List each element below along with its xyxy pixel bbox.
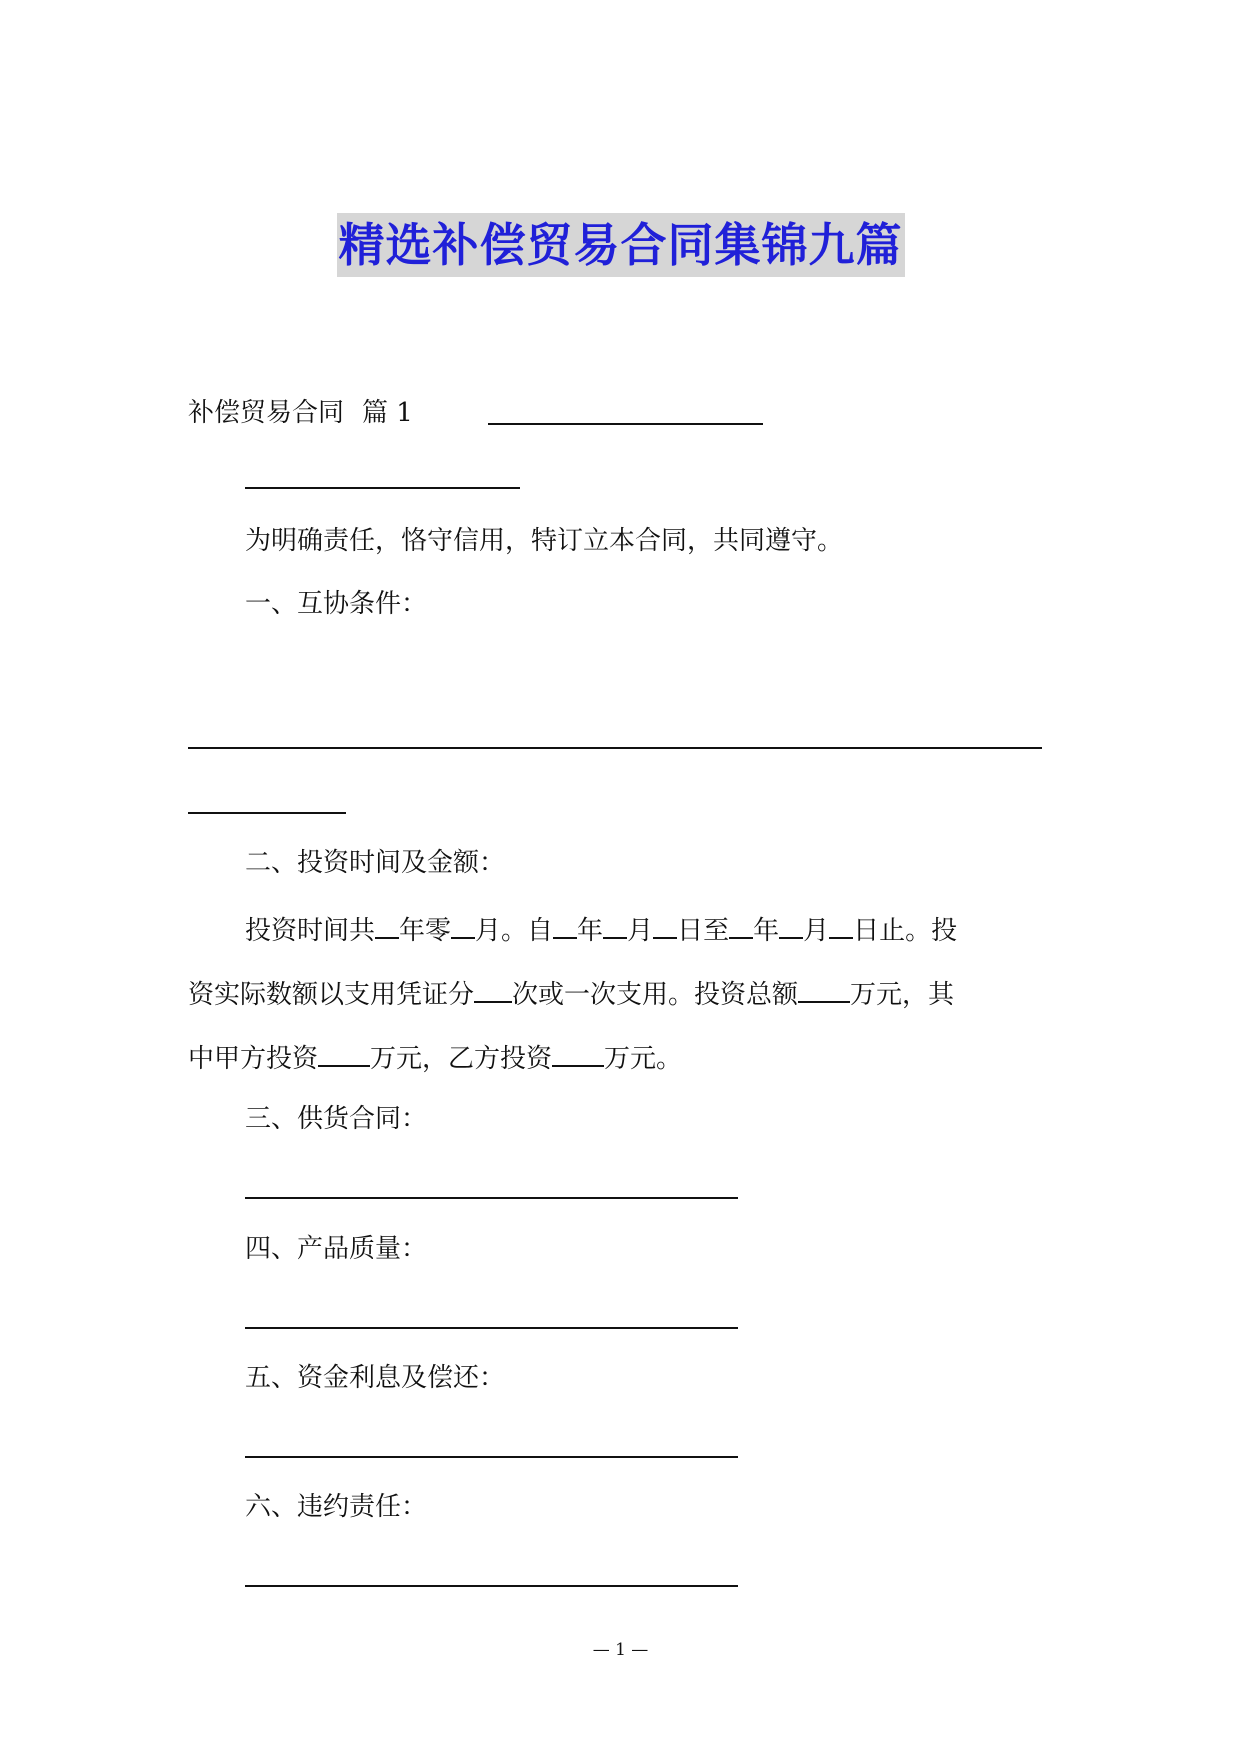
blank-line (245, 1327, 738, 1329)
section-heading: 四、产品质量： (245, 1234, 428, 1264)
heading-label: 补偿贸易合同 (188, 398, 345, 428)
section-heading: 三、供货合同： (245, 1104, 428, 1134)
blank-line (488, 423, 763, 425)
text-run: 万元，乙方投资 (370, 1044, 553, 1074)
contract-heading (188, 393, 413, 433)
text-run: 月 (803, 916, 830, 946)
text-run: 万元。 (604, 1044, 683, 1074)
fill-blank (729, 907, 753, 939)
blank-line (245, 1456, 738, 1458)
document-title: 精选补偿贸易合同集锦九篇 (337, 213, 905, 277)
text-run: 月。自 (475, 916, 554, 946)
text-run: 年零 (399, 916, 452, 946)
section-heading: 五、资金利息及偿还： (245, 1363, 506, 1393)
section-heading: 一、互协条件： (245, 589, 428, 619)
section-heading: 六、违约责任： (245, 1492, 428, 1522)
fill-blank (829, 907, 853, 939)
text-run: 次或一次支用。投资总额 (512, 980, 799, 1010)
page-number: — 1 — (592, 1640, 649, 1660)
text-run: 资实际数额以支用凭证分 (188, 980, 475, 1010)
fill-blank (553, 907, 577, 939)
section-heading: 二、投资时间及金额： (245, 848, 506, 878)
blank-line (188, 812, 346, 814)
investment-line-1 (245, 907, 957, 951)
fill-blank (451, 907, 475, 939)
blank-line (188, 747, 1042, 749)
heading-part: 篇 1 (362, 398, 413, 428)
text-run: 万元，其 (850, 980, 955, 1010)
blank-line (245, 1197, 738, 1199)
fill-blank (318, 1035, 370, 1067)
text-run: 中甲方投资 (188, 1044, 319, 1074)
intro-paragraph: 为明确责任，恪守信用，特订立本合同，共同遵守。 (245, 526, 844, 556)
fill-blank (653, 907, 677, 939)
blank-line (245, 487, 520, 489)
text-run: 年 (753, 916, 780, 946)
fill-blank (474, 971, 512, 1003)
fill-blank (375, 907, 399, 939)
text-run: 日至 (677, 916, 730, 946)
investment-line-2 (188, 971, 954, 1015)
text-run: 投资时间共 (245, 916, 376, 946)
blank-line (245, 1585, 738, 1587)
fill-blank (552, 1035, 604, 1067)
fill-blank (603, 907, 627, 939)
fill-blank (779, 907, 803, 939)
investment-line-3 (188, 1035, 682, 1079)
text-run: 日止。投 (853, 916, 958, 946)
text-run: 年 (577, 916, 604, 946)
fill-blank (798, 971, 850, 1003)
text-run: 月 (627, 916, 654, 946)
